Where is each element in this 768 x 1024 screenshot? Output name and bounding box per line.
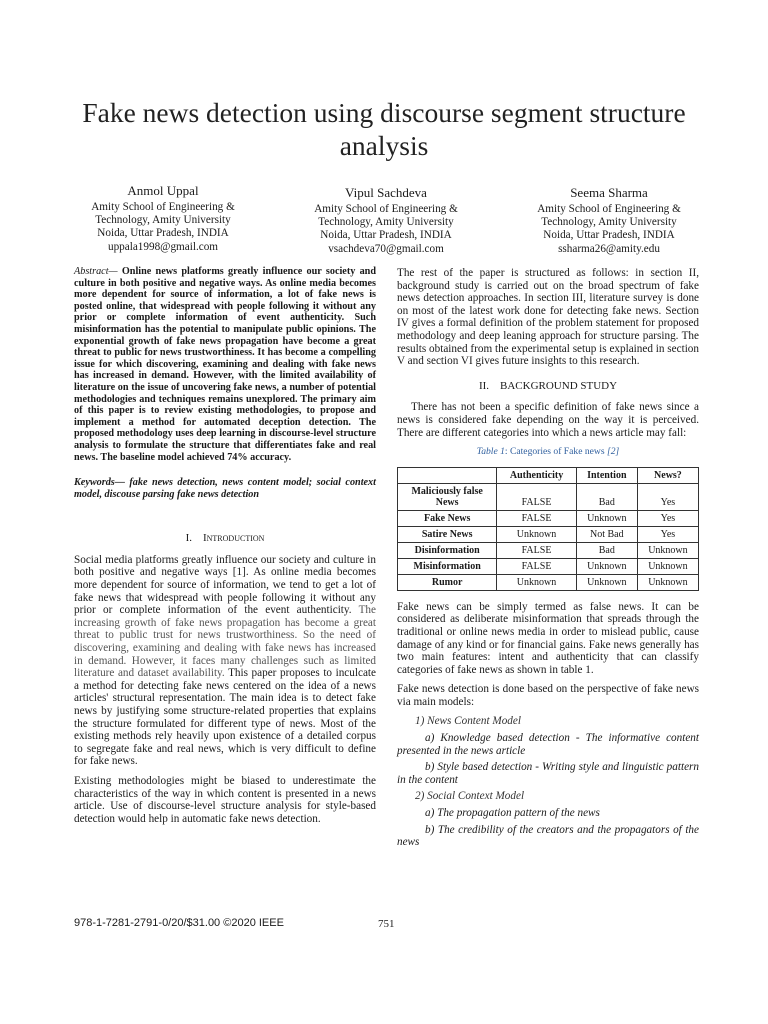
section-heading-introduction [74, 532, 376, 545]
section-title: BACKGROUND STUDY [500, 379, 618, 392]
table-row [398, 483, 699, 510]
table-cell: Yes [637, 483, 698, 510]
author-affiliation: Amity School of Engineering & [537, 203, 681, 215]
author-affiliation: Technology, Amity University [541, 216, 677, 229]
author-block-3 [499, 185, 719, 256]
author-email: ssharma26@amity.edu [558, 242, 660, 255]
author-block-1 [53, 183, 273, 254]
table-cell: FALSE [497, 542, 576, 558]
left-column [74, 266, 376, 832]
detection-paragraph: Fake news detection is done based on the perspective of fake news via main models: [397, 683, 699, 708]
table-row [398, 526, 699, 542]
list-item-knowledge-based: a) Knowledge based detection - The informative content presented in the news article [397, 732, 699, 757]
table-caption-label: Table 1 [476, 446, 505, 458]
section-number: II. [478, 379, 490, 392]
author-location: Noida, Uttar Pradesh, INDIA [97, 227, 229, 240]
table-row-header: Misinformation [398, 558, 497, 574]
abstract-lead: Abstract— [74, 266, 118, 277]
table-row-header: Maliciously false News [398, 483, 497, 510]
list-item-credibility: b) The credibility of the creators and the propagators of the news [397, 823, 699, 849]
table-caption-ref: [2] [606, 446, 620, 458]
footer-isbn: 978-1-7281-2791-0/20/$31.00 ©2020 IEEE [74, 917, 284, 929]
table-header-row [398, 467, 699, 483]
list-item-propagation: a) The propagation pattern of the news [425, 807, 600, 820]
table-caption [397, 446, 699, 459]
table-cell: Unknown [576, 558, 637, 574]
table-cell: Unknown [576, 574, 637, 590]
list-item-news-content-model: 1) News Content Model [415, 715, 521, 728]
page-number: 751 [378, 918, 395, 930]
table-header-cell [398, 467, 497, 483]
structure-paragraph: The rest of the paper is structured as follows: in section II, background study is carried out on the broad spectrum of fake news detection approaches. In section III, literature survey is done on most of the latest work done for detecting fake news. Section IV gives a formal definition of the problem statement for proposed methodology and deep leaning approach for structure parsing. The results obtained from the experimental setup is explained in section V and section VI gives future insights to this research. [397, 267, 699, 368]
author-affiliation: Amity School of Engineering & [91, 201, 235, 213]
author-affiliation: Technology, Amity University [318, 216, 454, 229]
table-cell: Bad [576, 542, 637, 558]
table-row-header: Fake News [398, 510, 497, 526]
intro-text-a: Social media platforms greatly influence our society and culture in both positive and negative ways [1]. As online media becomes more dependent for source of information, we tend to get a lot of fake news that widespread with people following it without any prior or complete information of the event authenticity. [74, 553, 376, 617]
paper-title: Fake news detection using discourse segment structure analysis [82, 97, 686, 161]
table-cell: Unknown [497, 574, 576, 590]
table-cell: Unknown [637, 574, 698, 590]
author-affiliation: Amity School of Engineering & [314, 203, 458, 215]
author-email: vsachdeva70@gmail.com [328, 242, 444, 255]
author-location: Noida, Uttar Pradesh, INDIA [320, 229, 452, 242]
section-title: Introduction [202, 532, 265, 545]
section-heading-background [397, 380, 699, 393]
table-row-header: Rumor [398, 574, 497, 590]
intro-text-c: This paper proposes to inculcate a method for detecting fake news centered on the idea of a news articles' structural representation. The main idea is to detect fake news by justifying some structure-related properties that explains the structure formulated for different type of news. Most of the existing methods rely heavily upon existence of a detailed corpus to segregate fake and real news, which is very difficult to define for fake news. [74, 667, 376, 768]
intro-paragraph-2: Existing methodologies might be biased to underestimate the characteristics of the way in which content is presented in a news article. Use of discourse-level structure analysis for style-based detection would help in automatic fake news detection. [74, 774, 376, 825]
table-cell: Bad [576, 483, 637, 510]
keywords [74, 477, 376, 500]
right-column [397, 267, 699, 853]
table-row [398, 574, 699, 590]
author-block-2 [276, 185, 496, 256]
table-cell: FALSE [497, 510, 576, 526]
author-email: uppala1998@gmail.com [107, 240, 219, 253]
keywords-text: fake news detection, news content model; social context model, discouse parsing fake news detection [74, 477, 376, 500]
table-caption-text: : Categories of Fake news [504, 446, 607, 458]
table-row [398, 542, 699, 558]
table-cell: Unknown [637, 542, 698, 558]
table-header-cell: Intention [576, 467, 637, 483]
categories-table [397, 467, 699, 591]
table-cell: Not Bad [576, 526, 637, 542]
author-name: Seema Sharma [570, 185, 648, 200]
table-row-header: Disinformation [398, 542, 497, 558]
table-cell: FALSE [497, 483, 576, 510]
table-row-header: Satire News [398, 526, 497, 542]
list-item-social-context-model: 2) Social Context Model [415, 790, 525, 803]
table-row [398, 558, 699, 574]
table-row [398, 510, 699, 526]
author-name: Anmol Uppal [127, 183, 199, 198]
author-affiliation: Technology, Amity University [95, 214, 231, 227]
section-number: I. [185, 532, 192, 545]
background-paragraph: There has not been a specific definition of fake news since a news is considered fake depending on the way it is perceived. There are different categories into which a news article may fall: [397, 401, 699, 439]
keywords-lead: Keywords— [74, 477, 125, 489]
author-location: Noida, Uttar Pradesh, INDIA [543, 229, 675, 242]
intro-text-b: The increasing growth of fake news propagation has become a great threat to public trust for news trustworthiness. So the need of discovering, examining and dealing with fake news has increased in demand. However, it faces many challenges such as limited literature and dataset availability. [74, 604, 376, 680]
table-cell: Unknown [497, 526, 576, 542]
abstract-text: Online news platforms greatly influence our society and culture in both positive and negative ways. As online media becomes more dependent for source of information, a lot of fake news is posted online, that widespread with people following it without any prior or complete information of event authenticity. Such misinformation has the potential to manipulate public opinions. The exponential growth of fake news propagation have become a great threat to public for news trustworthiness. It has become a compelling issue for which discovering, examining and dealing with fake news has increased in demand. However, with the limited availability of literature on the issue of uncovering fake news, a number of potential methodologies and techniques remains unexplored. The primary aim of this paper is to review existing methodologies, to propose and implement a method for automated deception detection. The proposed methodology uses deep learning in discourse-level structure analysis to formulate the structure that differentiates fake and real news. The baseline model achieved 74% accuracy. [74, 266, 376, 463]
table-cell: Yes [637, 510, 698, 526]
table-cell: FALSE [497, 558, 576, 574]
fake-news-paragraph: Fake news can be simply termed as false news. It can be considered as deliberate misinformation that spreads through the traditional or online news media in order to mislead public, cause damage of any kind or for financial gains. Fake news generally has two main features: intent and authenticity that can classify categories of fake news as shown in table 1. [397, 600, 699, 676]
author-name: Vipul Sachdeva [345, 185, 427, 200]
table-cell: Unknown [576, 510, 637, 526]
intro-paragraph-1 [74, 554, 376, 768]
list-item-style-based: b) Style based detection - Writing style and linguistic pattern in the content [397, 761, 699, 786]
table-header-cell: Authenticity [497, 467, 576, 483]
table-cell: Unknown [637, 558, 698, 574]
table-cell: Yes [637, 526, 698, 542]
abstract [74, 266, 376, 463]
table-header-cell: News? [637, 467, 698, 483]
